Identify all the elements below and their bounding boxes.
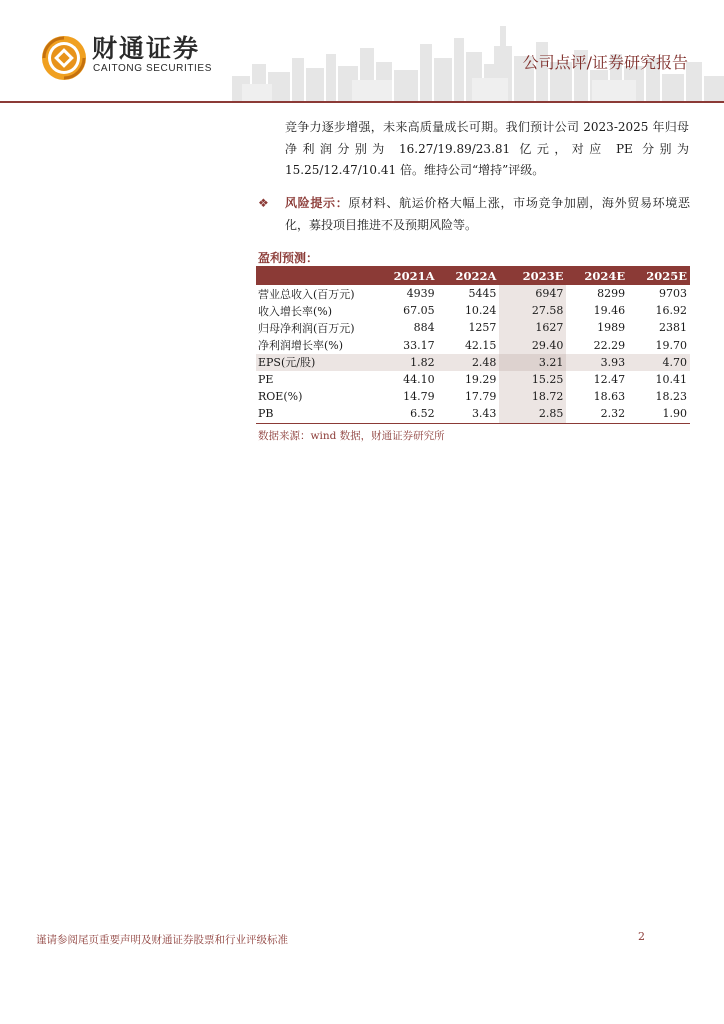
table-cell: 19.29 (464, 373, 497, 387)
table-cell: 2.32 (566, 405, 628, 423)
table-cell: 1.90 (628, 405, 690, 423)
table-cell: 44.10 (403, 373, 435, 387)
table-row (256, 319, 690, 336)
table-cell: 4.70 (628, 354, 690, 371)
row-label: 净利润增长率(%) (258, 339, 344, 353)
brand-name-en: CAITONG SECURITIES (93, 63, 212, 74)
forecast-table-title: 盈利预测： (258, 251, 319, 265)
row-label: PE (258, 373, 274, 387)
table-cell: 15.25 (499, 371, 566, 388)
table-cell: 22.29 (593, 338, 626, 352)
table-row (256, 354, 690, 371)
row-label: 收入增长率(%) (258, 304, 333, 318)
caitong-logo-icon (40, 34, 88, 82)
table-header-cell: 2022A (438, 266, 500, 285)
header-divider (0, 101, 724, 103)
table-header-cell: 2025E (628, 266, 690, 285)
page-header (0, 0, 724, 104)
table-header-cell: 2021A (376, 266, 438, 285)
table-cell: 10.41 (655, 373, 687, 387)
table-cell: 2381 (659, 321, 687, 335)
table-header-row (256, 266, 690, 285)
table-cell: 9703 (659, 287, 687, 301)
table-row (256, 337, 690, 354)
row-label: PB (256, 405, 376, 423)
table-cell: 17.79 (464, 390, 497, 404)
risk-text-block (285, 193, 690, 236)
table-row (256, 388, 690, 405)
table-cell: 19.46 (593, 304, 626, 318)
earnings-forecast-table (256, 266, 690, 424)
table-cell: 6.52 (376, 405, 438, 423)
risk-text: 原材料、航运价格大幅上涨，市场竞争加剧，海外贸易环境恶化，募投项目推进不及预期风险等。 (285, 196, 690, 232)
table-cell: 3.93 (566, 354, 628, 371)
diamond-bullet-icon: ❖ (258, 196, 269, 210)
table-cell: 3.43 (438, 405, 500, 423)
row-label: 营业总收入(百万元) (258, 287, 355, 301)
table-header-cell: 2024E (566, 266, 628, 285)
row-label: 归母净利润(百万元) (258, 321, 355, 335)
table-cell: 19.70 (655, 338, 687, 352)
table-cell: 14.79 (403, 390, 435, 404)
table-cell: 18.72 (499, 388, 566, 405)
table-cell: 42.15 (464, 338, 497, 352)
disclaimer-footer: 谨请参阅尾页重要声明及财通证券股票和行业评级标准 (36, 934, 288, 946)
table-cell: 2.48 (438, 354, 500, 371)
table-cell: 10.24 (464, 304, 497, 318)
table-cell: 16.92 (655, 304, 687, 318)
table-cell: 12.47 (593, 373, 626, 387)
valuation-paragraph: 竞争力逐步增强，未来高质量成长可期。我们预计公司 2023-2025 年归母净利润分别为 16.27/19.89/23.81 亿元，对应 PE 分别为 15.25/12.47/10.41 倍。维持公司“增持”评级。 (285, 120, 689, 177)
brand-name-cn: 财通证券 (92, 34, 201, 63)
table-cell: 1257 (468, 321, 497, 335)
data-source-note: 数据来源：wind 数据，财通证券研究所 (258, 430, 445, 442)
table-cell: 8299 (597, 287, 626, 301)
table-cell: 3.21 (499, 354, 566, 371)
table-cell: 18.63 (593, 390, 626, 404)
table-cell: 1989 (597, 321, 626, 335)
table-header-cell (256, 266, 376, 285)
table-cell: 1.82 (376, 354, 438, 371)
table-cell: 4939 (406, 287, 435, 301)
risk-label: 风险提示： (285, 196, 349, 210)
table-cell: 18.23 (655, 390, 687, 404)
row-label: ROE(%) (258, 390, 303, 404)
table-cell: 29.40 (499, 337, 566, 354)
table-header-cell: 2023E (499, 266, 566, 285)
table-cell: 27.58 (499, 302, 566, 319)
table-cell: 67.05 (403, 304, 435, 318)
page-number: 2 (638, 930, 645, 943)
table-row (256, 285, 690, 302)
row-label: EPS(元/股) (256, 354, 376, 371)
table-cell: 2.85 (499, 405, 566, 423)
table-cell: 1627 (499, 319, 566, 336)
table-row (256, 405, 690, 423)
table-row (256, 302, 690, 319)
report-type-label: 公司点评/证券研究报告 (522, 53, 688, 72)
table-cell: 33.17 (403, 338, 435, 352)
table-row (256, 371, 690, 388)
table-cell: 884 (413, 321, 435, 335)
table-cell: 6947 (499, 285, 566, 302)
table-cell: 5445 (468, 287, 497, 301)
